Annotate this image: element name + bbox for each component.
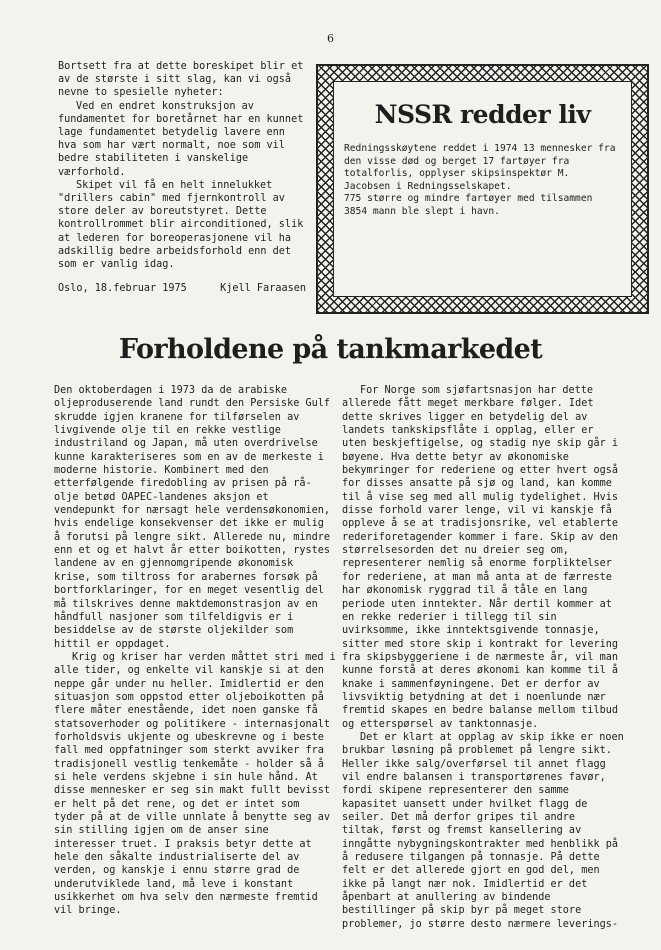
- news-box-body: [344, 143, 621, 219]
- paragraph: Den oktoberdagen i 1973 da de arabiske oljeproduserende land rundt den Persiske Gulf skrudde igjen kranene for tilførselen av livgivende olje til en rekke vestlige industriland og Japan, må uten overdrivelse kunne karakteriseres som en av de merkeste i moderne historie. Kombinert med den etterfølgende firedobling av prisen på rå-olje betød OAPEC-landenes aksjon et vendepunkt for nærsagt hele verdensøkonomien, hvis endelige konsekvenser det ikke er mulig å forutsi på lengre sikt. Allerede nu, mindre enn et og et halvt år etter boikotten, rystes landene av en gjennomgripende økonomisk krise, som tiltross for arabernes forsøk på bortforklaringer, for en meget vesentlig del må tilskrives denne maktdemonstrasjon av en håndfull nasjoner som tilfeldigvis er i besiddelse av de største oljekilder som hittil er oppdaget.: [54, 385, 331, 650]
- news-box-ornamental-frame: [316, 64, 649, 314]
- paragraph: 775 større og mindre fartøyer med tilsammen 3854 mann ble slept i havn.: [344, 193, 593, 217]
- news-box: [333, 81, 632, 297]
- page-number: 6: [327, 32, 334, 45]
- paragraph: Skipet vil få en helt innelukket "drillers cabin" med fjernkontroll av store deler av boreutstyret. Dette kontrollrommet blir airconditioned, slik at lederen for boreoperasjonene vil ha adskillig bedre arbeidsforhold enn det som er vanlig idag.: [58, 179, 304, 271]
- signature-place-date: Oslo, 18.februar 1975: [58, 283, 187, 295]
- paragraph: Det er klart at opplag av skip ikke er noen brukbar løsning på problemet på lengre sikt. Heller ikke salg/overførsel til annet flagg vil endre balansen i transportørenes favør, fordi skipene representerer den samme kapasitet uansett under hvilket flagg de seiler. Det må derfor gripes til andre tiltak, først og fremst kansellering av inngåtte nybygningskontrakter med henblikk på å redusere tilgangen på tonnasje. På dette felt er det allerede gjort en god del, men ikke på langt nær nok. Imidlertid er det åpenbart at anullering av bindende bestillinger på skip byr på meget store problemer, jo større desto nærmere leverings-: [342, 731, 624, 930]
- paragraph: Bortsett fra at dette boreskipet blir et av de største i sitt slag, kan vi også nevne to spesielle nyheter:: [58, 61, 304, 99]
- paragraph: Redningsskøytene reddet i 1974 13 mennesker fra den visse død og berget 17 fartøyer fra totalforlis, opplyser skipsinspektør M. Jacobsen i Redningsselskapet.: [344, 143, 616, 192]
- paragraph: Krig og kriser har verden måttet stri med i alle tider, og enkelte vil kanskje si at den neppe går under nu heller. Imidlertid er den situasjon som oppstod etter oljeboikotten på flere måter enestående, idet noen ganske få statsoverhoder og politikere - internasjonalt forholdsvis ukjente og ubeskrevne og i beste fall med oppfatninger som sterkt avviker fra tradisjonell vestlig tenkemåte - holder så å si hele verdens skjebne i sin hule hånd. At disse mennesker er seg sin makt fullt bevisst er helt på det rene, og det er intet som tyder på at de ville unnlate å benytte seg av sin stilling igjen om de anser sine interesser truet. I praksis betyr dette at hele den såkalte industrialiserte del av verden, og kanskje i ennu større grad de underutviklede land, må leve i konstant usikkerhet om hva selv den nærmeste fremtid vil bringe.: [54, 651, 336, 917]
- preceding-article-ending: [58, 60, 306, 295]
- article-headline: Forholdene på tankmarkedet: [118, 334, 543, 365]
- signature-author: Kjell Faraasen: [220, 283, 306, 295]
- article-column-right: [342, 384, 624, 931]
- paragraph: For Norge som sjøfartsnasjon har dette allerede fått meget merkbare følger. Idet dette skrives ligger en betydelig del av landets tankskipsflåte i opplag, eller er uten beskjeftigelse, og stadig nye skip går i bøyene. Hva dette betyr av økonomiske bekymringer for rederiene og etter hvert også for disses ansatte på sjø og land, kan komme til å vise seg med all mulig tydelighet. Hvis disse forhold varer lenge, vil vi kanskje få oppleve å se at tradisjonsrike, vel etablerte rederiforetagender kommer i fare. Skip av den størrelsesorden det nu dreier seg om, representerer nemlig så enorme forpliktelser for rederiene, at man må anta at de færreste har økonomisk ryggrad til å tåle en lang periode uten inntekter. Når dertil kommer at en rekke rederier i tillegg til sin uvirksomme, ikke inntektsgivende tonnasje, sitter med store skip i kontrakt for levering fra skipsbyggeriene i de nærmeste år, vil man kunne forstå at deres økonomi kan komme til å knake i sammenføyningene. Det er derfor av livsviktig betydning at det i noenlunde nær fremtid skapes en bedre balanse mellom tilbud og etterspørsel av tanktonnasje.: [342, 385, 619, 730]
- signature-line: [58, 282, 306, 295]
- article-column-left: [54, 384, 336, 918]
- news-box-title: NSSR redder liv: [374, 100, 591, 129]
- paragraph: Ved en endret konstruksjon av fundamentet for boretårnet har en kunnet lage fundamentet betydelig lavere enn hva som har vært normalt, noe som vil bedre stabiliteten i vanskelige værforhold.: [58, 100, 304, 178]
